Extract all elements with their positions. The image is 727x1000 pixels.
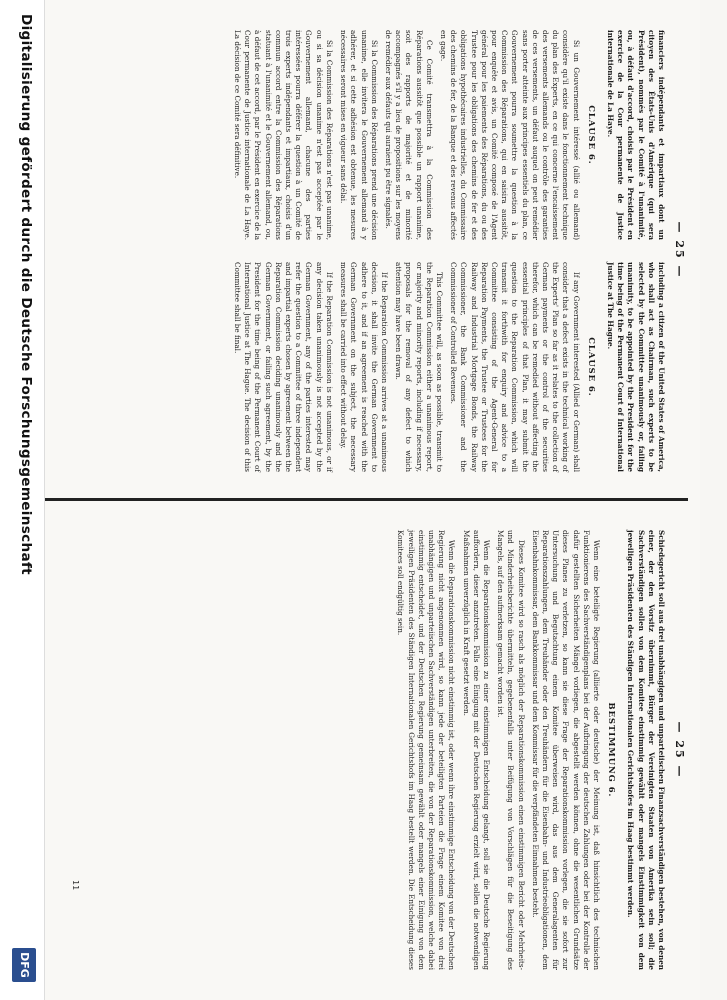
digitization-footer bbox=[0, 0, 45, 1000]
en-paragraph: If the Reparation Commission arrives at a unanimous decision, it shall invite the German Government to adhere to it, and if an agreement is reached with the German Government on the subject, the necessary measures shall be carried into effect without delay. bbox=[339, 262, 389, 472]
dfg-credit-text: Digitalisierung gefördert durch die Deutsche Forschungsgemeinschaft bbox=[18, 14, 34, 575]
clause-6-en-heading: CLAUSE 6. bbox=[586, 337, 597, 397]
fr-paragraph: Si la Commission des Réparations n'est pas unanime, ou si sa décision unanime n'est pas acceptée par le Gouvernement allemand, chacune des parties intéressées pourra déférer la question à un Comité de trois experts indépendants et impartiaux, choisis d'un commun accord entre la Commission des Réparations statuant à l'unanimité et le Gouvernement allemand, ou, à défaut de cet accord, par le Président en exercice de la Cour permanente de Justice internationale de La Haye. La décision de ce Comité sera définitive. bbox=[233, 30, 334, 240]
page-number-top: — 25 — bbox=[673, 221, 686, 279]
marginal-number: 11 bbox=[71, 880, 80, 891]
en-paragraph: If any Government interested (Allied or German) shall consider that a defect exists in the technical working of the Experts' Plan so far as it relates to the collection of German payments or the control of the securities therefor, which can be remedied without affecting the essential principles of that Plan, it may submit the question to the Reparation Commission, which will transmit it forthwith for enquiry and advice to a Committee consisting of the Agent-General for Reparation Payments, the Trustee or Trustees for the Railway and Industrial Mortgage Bonds, the Railway Commissioner, the Bank Commissioner and the Commissioner of Controlled Revenues. bbox=[449, 262, 581, 472]
en-paragraph: If the Reparation Commission is not unanimous, or if any decision taken unanimously is not accepted by the German Government, any of the parties interested may refer the question to a Committee of three independent and impartial experts chosen by agreement between the Reparation Commission deciding unanimously and the German Government, or failing such agreement, by the President for the time being of the Permanent Court of International Justice at The Hague. The decision of this Committee shall be final. bbox=[233, 262, 334, 472]
bestimmung-6-heading: BESTIMMUNG 6. bbox=[607, 702, 618, 798]
fr-paragraph: Ce Comité transmettra à la Commission des Réparations aussitôt que possible un rapport unanime, soit des rapports de majorité et de minorité accompagnés s'il y a lieu de propositions sur les moyens de remédier aux défauts qui auraient pu être signalés. bbox=[383, 30, 434, 240]
de-paragraph: Wenn eine beteiligte Regierung (alliierte oder deutsche) der Meinung ist, daß hinsichtlich des technischen Funktionierens des Sachverständigenplans bei der Aufbringung der deutschen Zahlungen oder bei der Kontrolle der dafür gestellten Sicherheiten Mängel vorliegen, die abgestellt werden können, ohne die wesentlichen Grundsätze dieses Planes zu verletzen, so kann sie diese Frage der Reparationskommission vorlegen, die sie sofort zur Untersuchung und Begutachtung einem Komitee überweisen wird, das aus dem Generalagenten für Reparationszahlungen, dem Treuhänder oder den Treuhändern für die Eisenbahn- und Industrieobligationen, dem Eisenbahnkommissar, dem Bankkommissar und dem Kommissar für die verpfändeten Einnahmen besteht. bbox=[530, 530, 601, 970]
german-column bbox=[391, 530, 666, 970]
de-paragraph: Dieses Komitee wird so rasch als möglich der Reparationskommission einen einstimmigen Bericht oder Mehrheits- und Minderheitsberichte übermitteln, gegebenenfalls unter Beifügung von Vorschlägen für die Beseitigung des Mangels, auf den aufmerksam gemacht worden ist. bbox=[496, 530, 526, 970]
german-page bbox=[0, 500, 700, 1000]
de-paragraph: Wenn die Reparationskommission nicht einstimmig ist, oder wenn ihre einstimmige Entscheidung von der Deutschen Regierung nicht angenommen wird, so kann jede der beteiligten Parteien die Frage einem Komitee von drei unabhängigen und unparteiischen Sachverständigen unterbreiten, die von der Reparationskommission, welche dabei einstimmig entscheidet, und der Deutschen Regierung gemeinsam gewählt oder mangels einer Einigung von dem jeweiligen Präsidenten des Ständigen Internationalen Gerichtshofs im Haag bestellt werden. Die Entscheidung dieses Komitees soll endgültig sein. bbox=[396, 530, 457, 970]
clause-6-fr-heading: CLAUSE 6. bbox=[586, 105, 597, 165]
en-paragraph: This Committee will, as soon as possible, transmit to the Reparation Commission either a unanimous report, or majority and minority reports, including if necessary, proposals for the removal of any defect to which attention may have been drawn. bbox=[394, 262, 444, 472]
page-number-bottom: — 25 — bbox=[673, 721, 686, 779]
english-french-page bbox=[0, 0, 700, 500]
french-intro: financiers indépendants et impartiaux dont un citoyen des États-Unis d'Amérique (qui sera Président), nommés par le Comité à l'unanimité, ou, à défaut d'accord, choisis par le Président en exercice de la Cour permanente de Justice internationale de La Haye. bbox=[605, 30, 666, 240]
fr-paragraph: Si un Gouvernement intéressé (allié ou allemand) considère qu'il existe dans le fonctionnement technique du plan des Experts, en ce qui concerne l'encaissement des versements allemands ou le contrôle des garanties de ces versements, un défaut auquel on peut remédier sans porter atteinte aux principes essentiels du plan, ce Gouvernement pourra soumettre la question à la Commission des Réparations, qui en saisira aussitôt, pour enquête et avis, un Comité composé de l'Agent général pour les paiements des Réparations, du ou des Trustee pour les obligations des chemins de fer et des obligations hypothécaires industrielles, du Commissaire des chemins de fer, de la Banque et des revenus affectés en gage. bbox=[438, 30, 581, 240]
german-intro: Schiedsgericht soll aus drei unabhängigen und unparteiischen Finanzsachverständigen bestehen, von denen einer, der den Vorsitz übernimmt, Bürger der Vereinigten Staaten von Amerika sein soll; die Sachverständigen sollen von dem Komitee einstimmig gewählt oder mangels Einstimmigkeit von dem jeweiligen Präsidenten des Ständigen Internationalen Gerichtshofes im Haag bestimmt werden. bbox=[626, 530, 666, 970]
de-paragraph: Wenn die Reparationskommission zu einer einstimmigen Entscheidung gelangt, soll sie die Deutsche Regierung auffordern, dieser anzutreten. Falls eine Einigung mit der Deutschen Regierung erzielt wird, sollen die notwendigen Maßnahmen unverzüglich in Kraft gesetzt werden. bbox=[461, 530, 491, 970]
fr-paragraph: Si la Commission des Réparations prend une décision unanime, elle invitera le Gouvernement allemand à y adhérer, et si cette adhésion est obtenue, les mesures nécessaires seront mises en vigueur sans délai. bbox=[339, 30, 379, 240]
english-column bbox=[228, 262, 666, 472]
dfg-logo: DFG bbox=[12, 948, 36, 982]
english-intro: including a citizen of the United States of America, who shall act as Chairman, such experts to be selected by the Committee unanimously or, failing unanimity, to be appointed by the President for the time being of the Permanent Court of International Justice at The Hague. bbox=[605, 262, 666, 472]
french-column bbox=[228, 30, 666, 240]
